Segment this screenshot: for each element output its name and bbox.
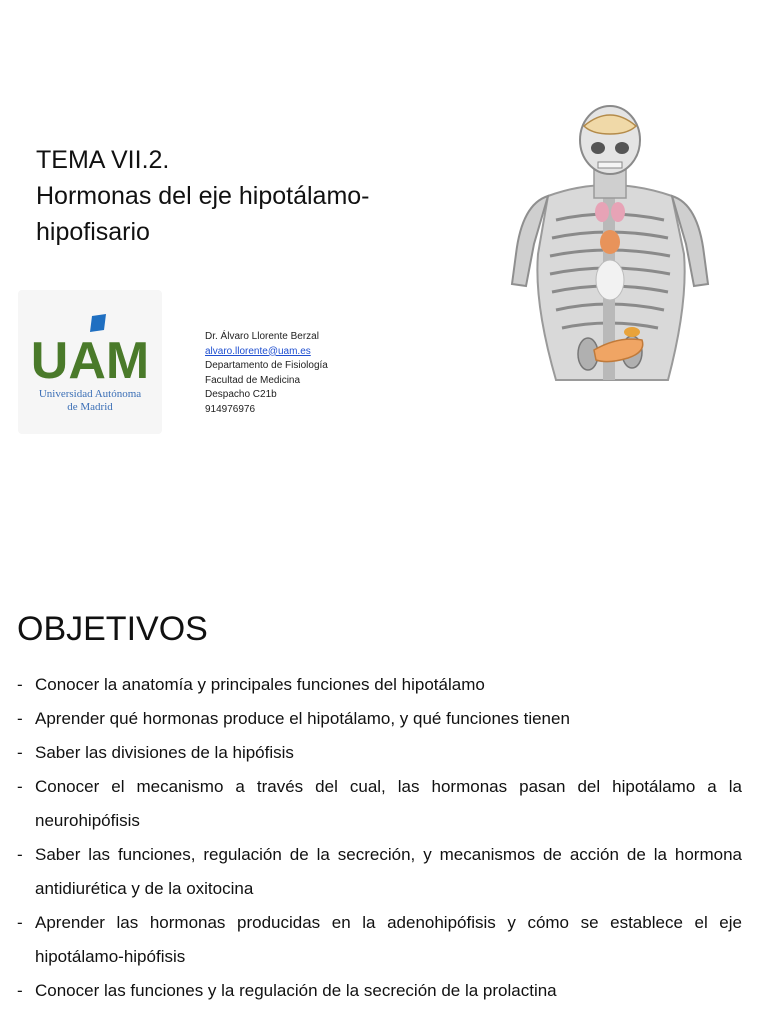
- objective-text: Aprender qué hormonas produce el hipotálamo, y qué funciones tienen: [35, 709, 570, 728]
- bullet-dash: -: [17, 981, 23, 1000]
- objective-text: Aprender las hormonas producidas en la adenohipófisis y cómo se establece el eje hipotálamo-hipófisis: [35, 913, 742, 966]
- human-anatomy-icon: [508, 104, 712, 382]
- objective-item: [17, 702, 742, 736]
- title-line-1: TEMA VII.2.: [36, 146, 170, 174]
- objectives-list: [17, 668, 742, 1008]
- objective-text: Conocer la anatomía y principales funciones del hipotálamo: [35, 675, 485, 694]
- contact-department: Departamento de Fisiología: [205, 360, 328, 371]
- slide-title: [36, 142, 456, 250]
- contact-faculty: Facultad de Medicina: [205, 374, 301, 386]
- bullet-dash: -: [17, 743, 23, 762]
- bullet-dash: -: [17, 675, 23, 694]
- title-line-3: hipofisario: [36, 218, 150, 246]
- contact-block: [205, 330, 328, 417]
- objective-item: [17, 838, 742, 906]
- objective-item: [17, 770, 742, 838]
- objectives-heading: OBJETIVOS: [17, 610, 208, 648]
- contact-name: Dr. Álvaro Llorente Berzal: [205, 331, 319, 342]
- objective-item: [17, 736, 742, 770]
- objective-text: Conocer el mecanismo a través del cual, las hormonas pasan del hipotálamo a la neurohipófisis: [35, 777, 742, 830]
- logo-wordmark: UAM: [30, 332, 150, 390]
- title-line-2: Hormonas del eje hipotálamo-: [36, 182, 370, 210]
- contact-office: Despacho C21b: [205, 389, 277, 400]
- objective-item: [17, 668, 742, 702]
- contact-phone: 914976976: [205, 403, 256, 415]
- objective-text: Saber las funciones, regulación de la secreción, y mecanismos de acción de la hormona antidiurética y de la oxitocina: [35, 845, 742, 898]
- bullet-dash: -: [17, 845, 23, 864]
- uam-logo-icon: [18, 290, 162, 390]
- objective-item: [17, 906, 742, 974]
- uam-logo: [18, 290, 162, 434]
- bullet-dash: -: [17, 913, 23, 932]
- bullet-dash: -: [17, 709, 23, 728]
- objective-text: Conocer las funciones y la regulación de la secreción de la prolactina: [35, 981, 557, 1000]
- bullet-dash: -: [17, 777, 23, 796]
- logo-university: Universidad Autónoma: [38, 388, 142, 400]
- objective-text: Saber las divisiones de la hipófisis: [35, 743, 294, 762]
- contact-email-link[interactable]: alvaro.llorente@uam.es: [205, 345, 311, 357]
- objective-item: [17, 974, 742, 1008]
- logo-city: de Madrid: [67, 401, 113, 413]
